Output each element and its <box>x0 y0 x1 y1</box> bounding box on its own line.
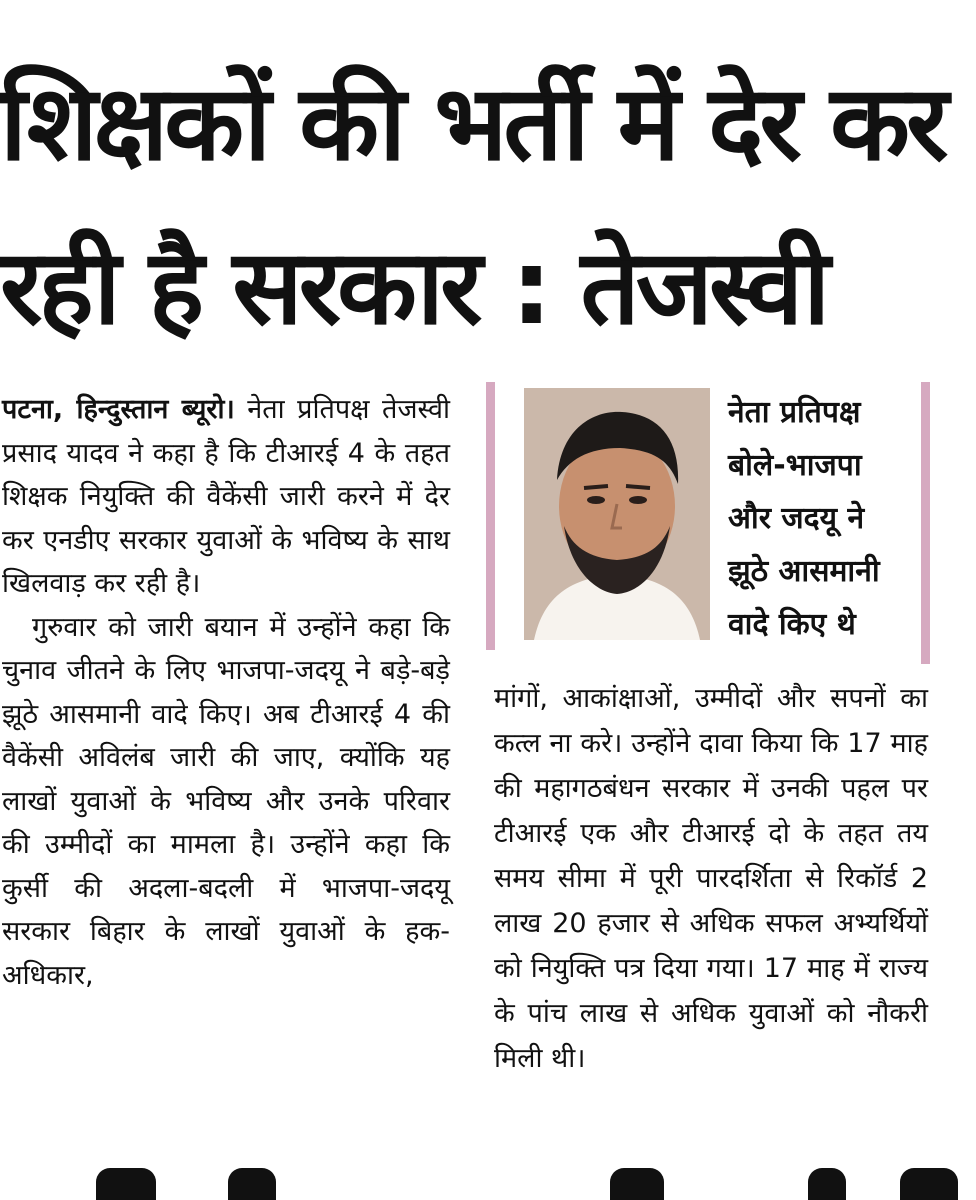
dateline: पटना, हिन्दुस्तान ब्यूरो। <box>2 394 235 425</box>
pull-quote: नेता प्रतिपक्ष बोले-भाजपा और जदयू ने झूठे आसमानी वादे किए थे <box>728 395 880 642</box>
article-left-column <box>2 388 450 997</box>
sidebox-accent-bar-left <box>486 382 495 650</box>
cutoff-glyph <box>96 1168 156 1200</box>
cutoff-glyph <box>228 1168 276 1200</box>
portrait-illustration <box>524 388 710 640</box>
article-paragraph-1 <box>2 388 450 606</box>
cutoff-glyph <box>808 1168 846 1200</box>
article-right-column <box>494 676 928 1081</box>
article-paragraph-2: गुरुवार को जारी बयान में उन्होंने कहा कि चुनाव जीतने के लिए भाजपा-जदयू ने बड़े-बड़े झूठे आसमानी वादे किए। अब टीआरई 4 की वैकेंसी अविलंब जारी की जाए, क्योंकि यह लाखों युवाओं के भविष्य और उनके परिवार की उम्मीदों का मामला है। उन्होंने कहा कि कुर्सी की अदला-बदली में भाजपा-जदयू सरकार बिहार के लाखों युवाओं के हक-अधिकार, <box>2 611 450 991</box>
next-headline-cutoff <box>0 1158 976 1200</box>
headline-line-2: रही है सरकार : तेजस्वी <box>0 226 827 348</box>
cutoff-glyph <box>610 1168 664 1200</box>
headline-line-1: शिक्षकों की भर्ती में देर कर <box>0 62 945 184</box>
article-paragraph-1-text: नेता प्रतिपक्ष तेजस्वी प्रसाद यादव ने कहा है कि टीआरई 4 के तहत शिक्षक नियुक्ति की वैकेंसी जारी करने में देर कर एनडीए सरकार युवाओं के भविष्य के साथ खिलवाड़ कर रही है। <box>2 394 450 599</box>
portrait-photo <box>524 388 710 640</box>
article-paragraph-3: मांगों, आकांक्षाओं, उम्मीदों और सपनों का कत्ल ना करे। उन्होंने दावा किया कि 17 माह की महागठबंधन सरकार में उनकी पहल पर टीआरई एक और टीआरई दो के तहत तय समय सीमा में पूरी पारदर्शिता से रिकॉर्ड 2 लाख 20 हजार से अधिक सफल अभ्यर्थियों को नियुक्ति पत्र दिया गया। 17 माह में राज्य के पांच लाख से अधिक युवाओं को नौकरी मिली थी। <box>494 683 928 1074</box>
photo-sidebox <box>486 382 930 664</box>
cutoff-glyph <box>900 1168 958 1200</box>
sidebox-accent-bar-right <box>921 382 930 664</box>
